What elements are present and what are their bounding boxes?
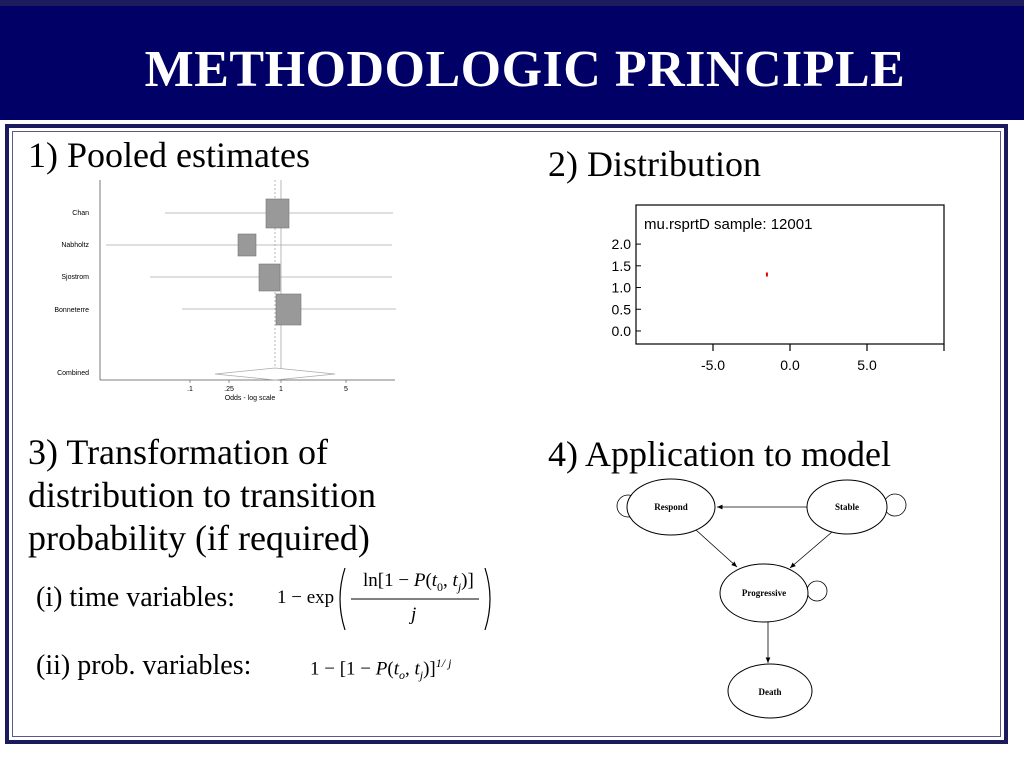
section3-heading-line1: 3) Transformation of: [28, 432, 328, 472]
distribution-plot: [590, 200, 960, 380]
time-variables-label: (i) time variables:: [36, 582, 236, 613]
forest-tick-label: 1: [279, 386, 283, 393]
forest-tick-label: .1: [187, 386, 193, 393]
self-loop-progressive: [807, 581, 827, 601]
time-formula: [277, 566, 497, 632]
markov-model-diagram: [600, 470, 920, 730]
dist-point: [766, 273, 768, 277]
dist-plot-title: mu.rsprtD sample: 12001: [644, 216, 813, 233]
forest-tick-label: .25: [224, 386, 234, 393]
combined-diamond: [215, 368, 335, 380]
time-formula-denominator: j: [411, 604, 417, 625]
dist-y-tick-label: 1.0: [611, 279, 631, 296]
forest-plot: [40, 175, 420, 405]
prob-variables-label: (ii) prob. variables:: [36, 650, 252, 681]
dist-y-tick-label: 0.0: [611, 322, 631, 339]
time-formula-numerator: $\ln[1 - P(t_0$, $t_j$)]: [363, 570, 474, 594]
time-formula-prefix: 1 − exp: [277, 587, 335, 608]
study-label-nabholtz: Nabholtz: [61, 242, 89, 249]
study-box-chan: [266, 199, 289, 228]
section4-heading: 4) Application to model: [548, 434, 891, 474]
dist-x-tick-label: 0.0: [780, 357, 800, 373]
study-label-chan: Chan: [72, 210, 89, 217]
dist-x-tick-label: 5.0: [857, 357, 877, 373]
study-box-sjostrom: [259, 264, 280, 291]
study-label-bonneterre: Bonneterre: [54, 307, 89, 314]
section3-heading-line3: probability (if required): [28, 518, 370, 558]
node-label-stable: Stable: [834, 502, 860, 512]
forest-tick-label: 5: [344, 386, 348, 393]
node-label-progressive: Progressive: [741, 588, 787, 598]
arrow-respond-progressive: [696, 530, 737, 567]
section3-heading-line2: distribution to transition: [28, 475, 376, 515]
dist-y-tick-label: 0.5: [611, 301, 631, 318]
forest-x-axis-label: Odds - log scale: [224, 395, 276, 402]
dist-x-tick-label: -5.0: [700, 357, 726, 373]
node-label-death: Death: [758, 687, 782, 697]
arrow-stable-progressive: [790, 532, 832, 568]
combined-label: Combined: [57, 370, 89, 377]
section1-heading: 1) Pooled estimates: [28, 135, 310, 175]
dist-y-tick-label: 2.0: [611, 236, 631, 253]
slide-title: METHODOLOGIC PRINCIPLE: [144, 41, 906, 98]
section2-heading: 2) Distribution: [548, 144, 761, 184]
title-bar: [0, 0, 1024, 120]
study-box-bonneterre: [276, 294, 301, 325]
node-label-respond: Respond: [654, 502, 688, 512]
dist-y-tick-label: 1.5: [611, 257, 631, 274]
prob-formula: $1 - [1 - P(t_o$, $t_j)]^{1/ j}$: [310, 656, 452, 683]
study-label-sjostrom: Sjostrom: [61, 274, 89, 281]
study-box-nabholtz: [238, 234, 256, 256]
